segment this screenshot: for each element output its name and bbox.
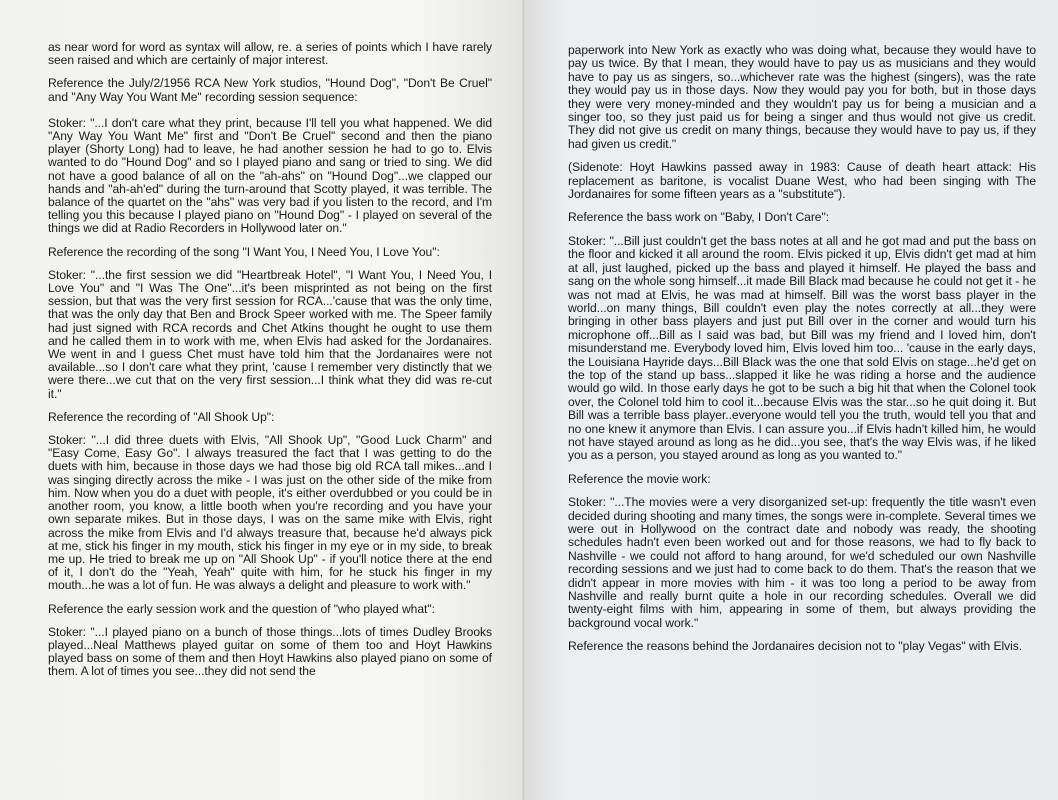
paragraph: Stoker: "...Bill just couldn't get the bass notes at all and he got mad and put the bass on the floor and kicked it all around the room. Elvis picked it up, Elvis didn't get mad at him at all, just laughed, picked up the bass and played it himself. He played the bass and sang on the whole song himself...it made Bill Black mad because he could not get it - he was not mad at Elvis, he was mad at himself. Bill was the worst bass player in the world...on many things, Bill couldn't even play the notes correctly at all...they were bringing in other bass players and just put Bill over in the corner and would turn his microphone off...Bill as I said was bad, but Bill was my friend and I loved him, don't misunderstand me. Everybody loved him, Elvis loved him too... 'cause in the early days, the Louisiana Hayride days...Bill Black was the one that sold Elvis on stage...he'd get on the top of the stand up bass...slapped it like he was riding a horse and the audience would go wild. In those early days he got to be such a big hit that when the Colonel took over, the Colonel told him to cool it...because Elvis was the star...so he quit doing it. But Bill was a terrible bass player..everyone would tell you the truth, would tell you that and no one knew it anymore than Elvis. I can assure you...if Elvis hadn't killed him, he would not have stayed around as long as he did...you see, that's the way Elvis was, if he liked you as a person, you stayed around as long as you wanted to." [568, 233, 1036, 463]
paragraph: Reference the recording of "All Shook Up": [48, 409, 275, 424]
left-page [0, 0, 524, 800]
paragraph: Reference the movie work: [568, 471, 711, 486]
paragraph: (Sidenote: Hoyt Hawkins passed away in 1983: Cause of death heart attack: His replacement as baritone, is vocalist Duane West, who had been singing with The Jordanaires for some fifteen years as a "substitute"). [568, 160, 1036, 202]
paragraph: Reference the recording of the song "I Want You, I Need You, I Love You": [48, 244, 440, 259]
paragraph: Stoker: "...I don't care what they print, because I'll tell you what happened. We did "Any Way You Want Me" first and "Don't Be Cruel" second and then the piano player (Shorty Long) had to leave, he had another session he had to go to. Elvis wanted to do "Hound Dog" and so I played piano and sang or tried to sing. We did not have a good balance of all on the "ah-ahs" on "Hound Dog"...we clapped our hands and "ah-ah'ed" during the turn-around that Scotty played, it was terrible. The balance of the quartet on the "ahs" was very bad if you listen to the record, and I'm telling you this because I played piano on "Hound Dog" - I played on several of the things we did at Radio Recorders in Hollywood later on." [48, 115, 492, 236]
paragraph: Reference the July/2/1956 RCA New York studios, "Hound Dog", "Don't Be Cruel" and "Any Way You Want Me" recording session sequence: [48, 76, 492, 104]
paragraph: Stoker: "...I played piano on a bunch of those things...lots of times Dudley Brooks played...Neal Matthews played guitar on some of them too and Hoyt Hawkins played bass on some of them and then Hoyt Hawkins also played piano on some of them. A lot of times you see...they did not send the [48, 624, 492, 679]
paragraph: as near word for word as syntax will allow, re. a series of points which I have rarely seen raised and which are certainly of major interest. [48, 40, 492, 68]
paragraph: Reference the reasons behind the Jordanaires decision not to "play Vegas" with Elvis. [568, 639, 1023, 654]
paragraph: Reference the bass work on "Baby, I Don't Care": [568, 210, 830, 225]
paragraph: Stoker: "...the first session we did "Heartbreak Hotel", "I Want You, I Need You, I Love You" and "I Was The One"...it's been misprinted as not being on the first session, but that was the very first session for RCA...'cause that was the only time, that was the only day that Ben and Brock Speer worked with me. The Speer family had just signed with RCA records and Chet Atkins thought he ought to use them and he called them in to work with me, when Elvis had asked for the Jordanaires. We went in and I guess Chet must have told him that the Jordanaires were not available...so I don't care what they print, 'cause I remember very distinctly that we were there...we cut that on the very first session...I think what they did was re-cut it." [48, 267, 492, 401]
paragraph: Stoker: "...I did three duets with Elvis, "All Shook Up", "Good Luck Charm" and "Easy Come, Easy Go". I always treasured the fact that I was getting to do the duets with him, because in those days we had those big old RCA tall mikes...and I was singing directly across the mike - I was just on the other side of the mike from him. Now when you do a duet with people, it's either overdubbed or you could be in another room, you know, a little booth when you're recording and you have your own separate mikes. But in those days, I was on the same mike with Elvis, right across the mike from Elvis and I'd always treasure that, because he'd always pick at me, stick his finger in my mouth, stick his finger in my eye or in my side, to break me up. He tried to break me up on "All Shook Up" - if you'll notice there at the end of it, I don't do the "Yeah, Yeah" quite with him, for he stuck his finger in my mouth...he was a lot of fun. He was always a delight and pleasure to work with." [48, 433, 492, 593]
paragraph: paperwork into New York as exactly who was doing what, because they would have to pay us twice. By that I mean, they would have to pay us as musicians and they would have to pay us as singers, so...whichever rate was the highest (singers), was the rate they would pay us in those days. Now they would pay you for both, but in those days they were very money-minded and they wouldn't pay us for being a musician and a singer too, so they just paid us for being a singer and thus would not give us credit. They did not give us credit on many things, because they would have to pay us, if they had given us credit." [568, 43, 1036, 151]
paragraph: Stoker: "...The movies were a very disorganized set-up: frequently the title wasn't even decided during shooting and many times, the songs were in-complete. Several times we were out in Hollywood on the contract date and nobody was ready, the shooting schedules hadn't even been worked out and for those reasons, we had to fly back to Nashville - we could not afford to hang around, for we'd scheduled our own Nashville recording sessions and we just had to come back to do them. That's the reason that we didn't appear in more movies with him - it was too long a period to be away from Nashville and really burnt quite a hole in our recording schedules. Overall we did twenty-eight films with him, appearing in some of them, but always providing the background vocal work." [568, 495, 1036, 630]
right-page [524, 0, 1058, 800]
paragraph: Reference the early session work and the question of "who played what": [48, 601, 435, 616]
